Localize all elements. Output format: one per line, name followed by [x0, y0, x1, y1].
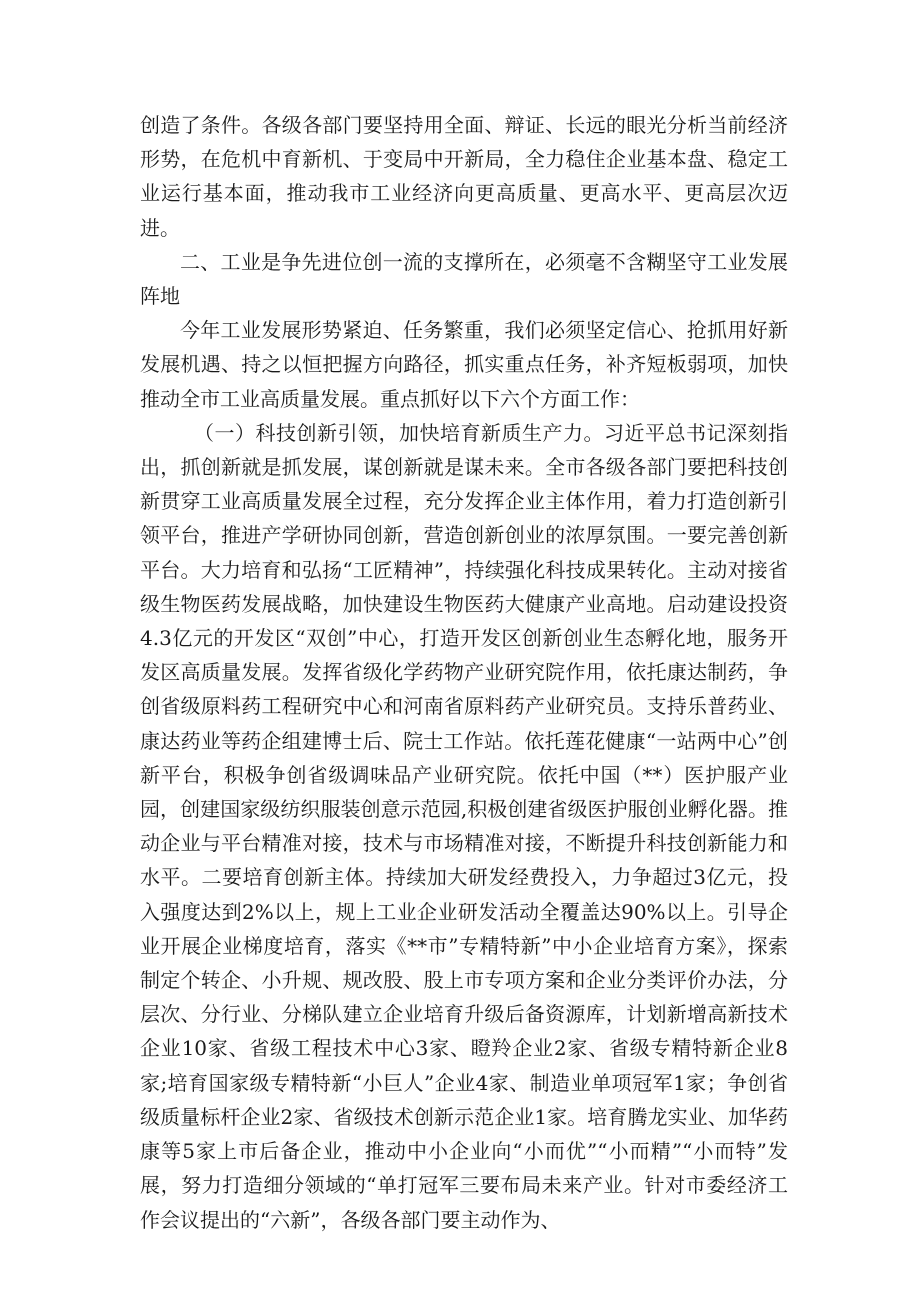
document-body — [140, 108, 788, 1237]
section-heading: 二、工业是争先进位创一流的支撑所在，必须毫不含糊坚守工业发展阵地 — [140, 249, 788, 309]
paragraph-subsection: （一）科技创新引领，加快培育新质生产力。习近平总书记深刻指出，抓创新就是抓发展，谋创新就是谋未来。全市各级各部门要把科技创新贯穿工业高质量发展全过程，充分发挥企业主体作用，着力打造创新引领平台，推进产学研协同创新，营造创新创业的浓厚氛围。一要完善创新平台。大力培育和弘扬“工匠精神”，持续强化科技成果转化。主动对接省级生物医药发展战略，加快建设生物医药大健康产业高地。启动建设投资4.3亿元的开发区“双创”中心，打造开发区创新创业生态孵化地，服务开发区高质量发展。发挥省级化学药物产业研究院作用，依托康达制药，争创省级原料药工程研究中心和河南省原料药产业研究员。支持乐普药业、康达药业等药企组建博士后、院士工作站。依托莲花健康“一站两中心”创新平台，积极争创省级调味品产业研究院。依托中国（**）医护服产业园，创建国家级纺织服装创意示范园,积极创建省级医护服创业孵化器。推动企业与平台精准对接，技术与市场精准对接，不断提升科技创新能力和水平。二要培育创新主体。持续加大研发经费投入，力争超过3亿元，投入强度达到2%以上，规上工业企业研发活动全覆盖达90%以上。引导企业开展企业梯度培育，落实《**市”专精特新”中小企业培育方案》，探索制定个转企、小升规、规改股、股上市专项方案和企业分类评价办法，分层次、分行业、分梯队建立企业培育升级后备资源库，计划新增高新技术企业10家、省级工程技术中心3家、瞪羚企业2家、省级专精特新企业8家;培育国家级专精特新“小巨人”企业4家、制造业单项冠军1家；争创省级质量标杆企业2家、省级技术创新示范企业1家。培育腾龙实业、加华药康等5家上市后备企业，推动中小企业向“小而优”“小而精”“小而特”发展，努力打造细分领域的“单打冠军三要布局未来产业。针对市委经济工作会议提出的“六新”，各级各部门要主动作为、 — [140, 420, 788, 1232]
paragraph-intro: 今年工业发展形势紧迫、任务繁重，我们必须坚定信心、抢抓用好新发展机遇、持之以恒把握方向路径，抓实重点任务，补齐短板弱项，加快推动全市工业高质量发展。重点抓好以下六个方面工作： — [140, 318, 788, 411]
paragraph-continuation: 创造了条件。各级各部门要坚持用全面、辩证、长远的眼光分析当前经济形势，在危机中育新机、于变局中开新局，全力稳住企业基本盘、稳定工业运行基本面，推动我市工业经济向更高质量、更高水平、更高层次迈进。 — [140, 113, 788, 240]
